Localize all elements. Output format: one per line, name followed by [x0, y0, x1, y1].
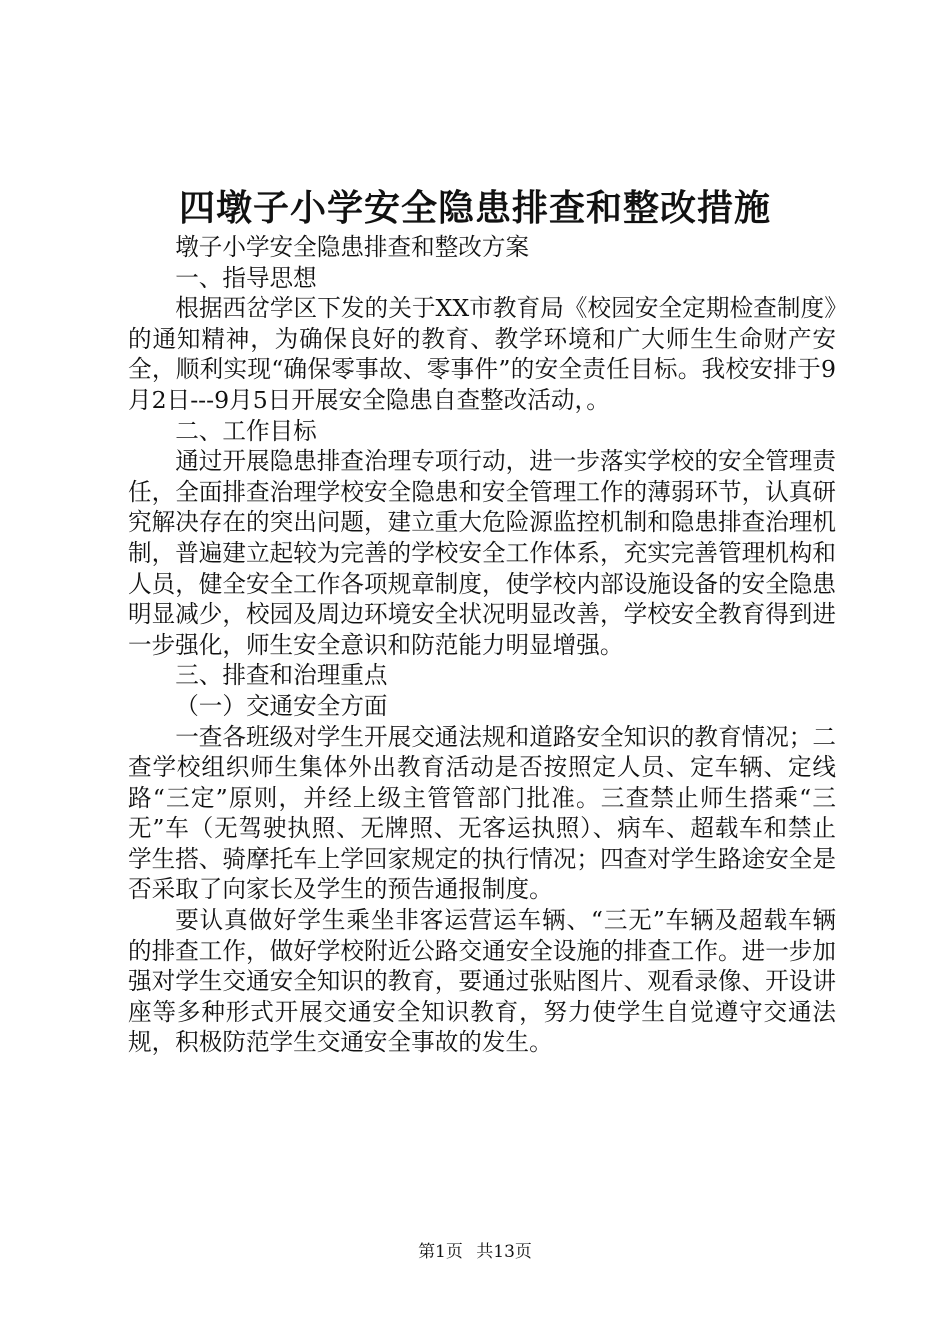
- document-title: 四墩子小学安全隐患排查和整改措施: [178, 187, 771, 229]
- heading-inspection-focus: 三、排查和治理重点: [175, 661, 388, 690]
- paragraph-traffic-measures: 要认真做好学生乘坐非客运营运车辆、“三无”车辆及超载车辆的排查工作，做好学校附近公路交通安全设施的排查工作。进一步加强对学生交通安全知识的教育，要通过张贴图片、观看录像、开设讲座等多种形式开展交通安全知识教育，努力使学生自觉遵守交通法规，积极防范学生交通安全事故的发生。: [128, 906, 836, 1057]
- page-footer: [0, 1240, 950, 1264]
- heading-work-goals: 二、工作目标: [175, 416, 317, 445]
- paragraph-work-goals: 通过开展隐患排查治理专项行动，进一步落实学校的安全管理责任，全面排查治理学校安全隐患和安全管理工作的薄弱环节，认真研究解决存在的突出问题，建立重大危险源监控机制和隐患排查治理机制，普遍建立起较为完善的学校安全工作体系，充实完善管理机构和人员，健全安全工作各项规章制度，使学校内部设施设备的安全隐患明显减少，校园及周边环境安全状况明显改善，学校安全教育得到进一步强化，师生安全意识和防范能力明显增强。: [128, 447, 836, 659]
- page-total: 共13页: [476, 1242, 532, 1262]
- heading-guiding-ideology: 一、指导思想: [175, 263, 317, 292]
- paragraph-guiding-ideology: 根据西岔学区下发的关于XX市教育局《校园安全定期检查制度》的通知精神，为确保良好的教育、教学环境和广大师生生命财产安全，顺利实现“确保零事故、零事件”的安全责任目标。我校安排于9月2日---9月5日开展安全隐患自查整改活动，。: [128, 294, 836, 414]
- document-body: [128, 232, 836, 1058]
- page-number: 第1页: [418, 1242, 463, 1262]
- paragraph-subtitle: 墩子小学安全隐患排查和整改方案: [175, 233, 530, 261]
- subheading-traffic-safety: （一）交通安全方面: [175, 691, 388, 720]
- paragraph-traffic-checks: 一查各班级对学生开展交通法规和道路安全知识的教育情况；二查学校组织师生集体外出教育活动是否按照定人员、定车辆、定线路“三定”原则，并经上级主管管部门批准。三查禁止师生搭乘“三无”车（无驾驶执照、无牌照、无客运执照）、病车、超载车和禁止学生搭、骑摩托车上学回家规定的执行情况；四查对学生路途安全是否采取了向家长及学生的预告通报制度。: [128, 722, 836, 904]
